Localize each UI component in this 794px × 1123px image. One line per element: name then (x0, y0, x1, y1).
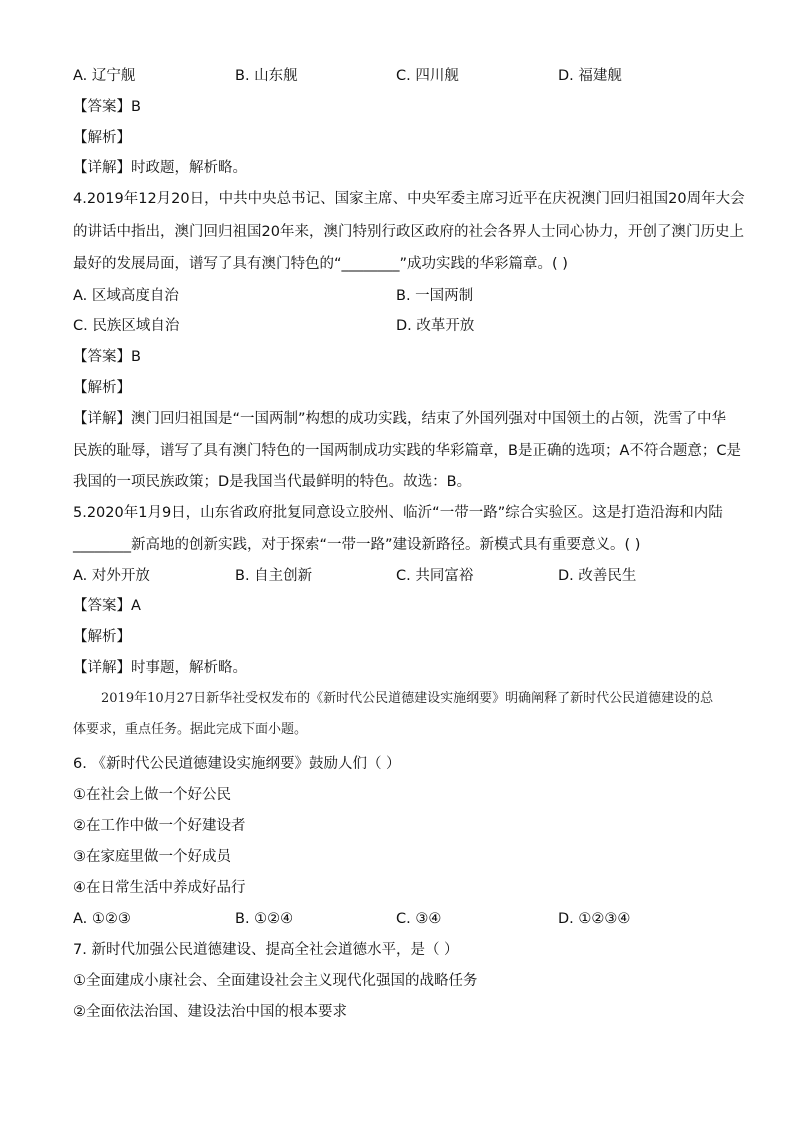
answer-label: 【答案】 (73, 598, 131, 614)
q5-detail-text: 时事题，解析略。 (131, 660, 247, 676)
q7-item-1: ①全面建成小康社会、全面建设社会主义现代化强国的战略任务 (73, 973, 478, 989)
q5-option-d: D. 改善民生 (558, 568, 637, 584)
q6-option-a: A. ①②③ (73, 911, 131, 927)
q3-detail-text: 时政题，解析略。 (131, 160, 247, 176)
q4-detail-line-3: 我国的一项民族政策；D是我国当代最鲜明的特色。故选：B。 (73, 474, 472, 490)
q5-options (73, 566, 733, 586)
answer-label: 【答案】 (73, 99, 131, 115)
q3-option-b: B. 山东舰 (235, 68, 298, 84)
q5-option-b: B. 自主创新 (235, 568, 313, 584)
q4-detail-text-1: 澳门回归祖国是“一国两制”构想的成功实践，结束了外国列强对中国领土的占领，洗雪了中华 (131, 411, 727, 427)
q5-answer (73, 596, 141, 616)
q3-detail (73, 158, 247, 178)
q5-option-c: C. 共同富裕 (396, 568, 474, 584)
q4-option-c: C. 民族区域自治 (73, 318, 180, 334)
q5-analysis-label: 【解析】 (73, 629, 131, 645)
q3-answer (73, 97, 141, 117)
q3-option-c: C. 四川舰 (396, 68, 459, 84)
q6-options (73, 909, 733, 929)
q6-item-2: ②在工作中做一个好建设者 (73, 818, 246, 834)
q4-detail-line-2: 民族的耻辱，谱写了具有澳门特色的一国两制成功实践的华彩篇章，B是正确的选项；A不符合题意；C是 (73, 443, 741, 459)
q5-option-a: A. 对外开放 (73, 568, 150, 584)
detail-label: 【详解】 (73, 660, 131, 676)
q4-option-a: A. 区域高度自治 (73, 288, 179, 304)
q4-option-b: B. 一国两制 (396, 288, 474, 304)
q4-stem-line-2: 的讲话中指出，澳门回归祖国20年来，澳门特别行政区政府的社会各界人士同心协力，开创了澳门历史上 (73, 224, 744, 240)
q3-option-d: D. 福建舰 (558, 68, 622, 84)
q5-answer-value: A (131, 598, 141, 614)
reading-passage: 2019年10月27日新华社受权发布的《新时代公民道德建设实施纲要》明确阐释了新时代公民道德建设的总体要求，重点任务。据此完成下面小题。 (73, 691, 714, 737)
q4-answer (73, 347, 141, 367)
q6-item-1: ①在社会上做一个好公民 (73, 787, 231, 803)
q4-options-row-2 (73, 316, 733, 336)
q5-stem-line-2: ________新高地的创新实践，对于探索“一带一路”建设新路径。新模式具有重要意义。( ) (73, 537, 641, 553)
answer-label: 【答案】 (73, 349, 131, 365)
q4-options-row-1 (73, 286, 733, 306)
q4-detail-line-1 (73, 409, 726, 429)
q6-item-4: ④在日常生活中养成好品行 (73, 880, 246, 896)
q4-analysis-label: 【解析】 (73, 380, 131, 396)
q6-option-d: D. ①②③④ (558, 911, 631, 927)
q7-stem: 7. 新时代加强公民道德建设、提高全社会道德水平，是（ ） (73, 942, 459, 958)
q5-detail (73, 658, 247, 678)
detail-label: 【详解】 (73, 411, 131, 427)
detail-label: 【详解】 (73, 160, 131, 176)
q3-option-a: A. 辽宁舰 (73, 68, 136, 84)
q6-stem: 6. 《新时代公民道德建设实施纲要》鼓励人们（ ） (73, 756, 401, 772)
q6-option-b: B. ①②④ (235, 911, 294, 927)
q4-stem-line-1: 4.2019年12月20日，中共中央总书记、国家主席、中央军委主席习近平在庆祝澳门回归祖国20周年大会 (73, 191, 745, 207)
q4-option-d: D. 改革开放 (396, 318, 475, 334)
q3-options (73, 66, 733, 86)
q6-item-3: ③在家庭里做一个好成员 (73, 849, 231, 865)
q4-answer-value: B (131, 349, 141, 365)
q6-option-c: C. ③④ (396, 911, 442, 927)
q4-stem-line-3: 最好的发展局面，谱写了具有澳门特色的“________”成功实践的华彩篇章。( ) (73, 256, 568, 272)
q3-answer-value: B (131, 99, 141, 115)
q5-stem-line-1: 5.2020年1月9日，山东省政府批复同意设立胶州、临沂“一带一路”综合实验区。这是打造沿海和内陆 (73, 505, 723, 521)
q7-item-2: ②全面依法治国、建设法治中国的根本要求 (73, 1004, 347, 1020)
q3-analysis-label: 【解析】 (73, 130, 131, 146)
